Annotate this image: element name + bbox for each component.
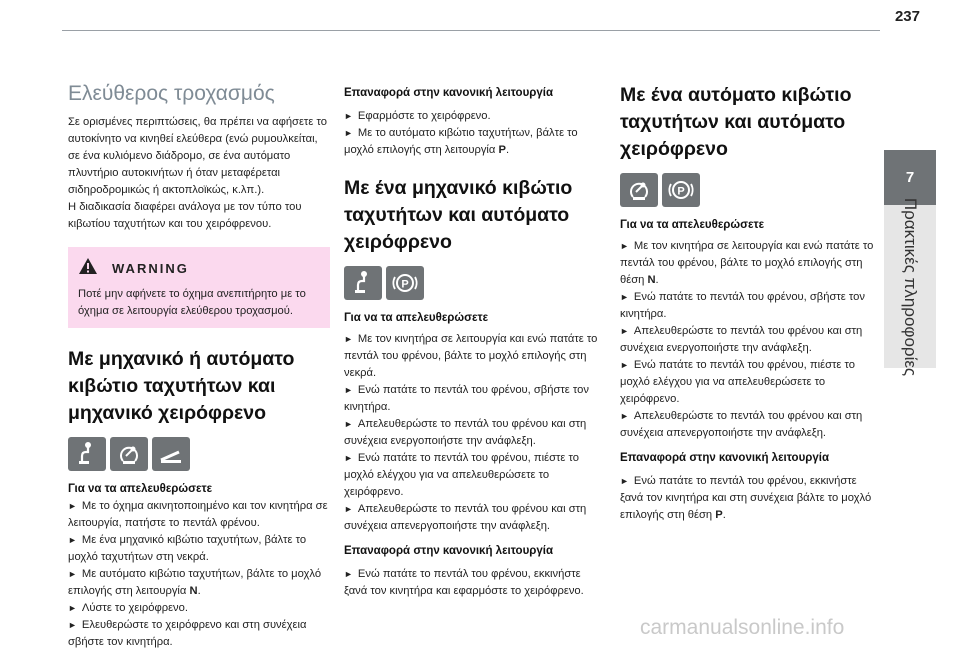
subheading-restore: Επαναφορά στην κανονική λειτουργία bbox=[620, 452, 830, 464]
intro-paragraph-2: Η διαδικασία διαφέρει ανάλογα με τον τύπο του κιβωτίου ταχυτήτων και του χειρόφρενου. bbox=[68, 201, 302, 230]
electric-parking-brake-icon bbox=[662, 173, 700, 207]
list-item: ► Ενώ πατάτε το πεντάλ του φρένου, σβήστε τον κινητήρα. bbox=[620, 291, 865, 320]
arrow-bullet-icon: ► bbox=[620, 241, 629, 251]
section-heading-manual-brake: Με μηχανικό ή αυτόματο κιβώτιο ταχυτήτων και μηχανικό χειρόφρενο bbox=[68, 348, 295, 424]
list-item: ► Με τον κινητήρα σε λειτουργία και ενώ πατάτε το πεντάλ του φρένου, βάλτε το μοχλό επιλογής στη θέση N. bbox=[620, 240, 874, 286]
arrow-bullet-icon: ► bbox=[344, 419, 353, 429]
page-title: Ελεύθερος τροχασμός bbox=[68, 82, 275, 105]
list-item: ► Με το όχημα ακινητοποιημένο και τον κινητήρα σε λειτουργία, πατήστε το πεντάλ φρένου. bbox=[68, 500, 328, 529]
arrow-bullet-icon: ► bbox=[620, 292, 629, 302]
arrow-bullet-icon: ► bbox=[344, 453, 353, 463]
list-item: ► Με τον κινητήρα σε λειτουργία και ενώ πατάτε το πεντάλ του φρένου, βάλτε το μοχλό επιλογής στη νεκρά. bbox=[344, 333, 598, 379]
manual-gearbox-icon bbox=[344, 266, 382, 300]
arrow-bullet-icon: ► bbox=[68, 535, 77, 545]
header-rule bbox=[62, 30, 880, 31]
warning-box bbox=[68, 247, 330, 328]
subheading-release: Για να τα απελευθερώσετε bbox=[68, 483, 213, 495]
intro-paragraph: Σε ορισμένες περιπτώσεις, θα πρέπει να αφήσετε το αυτοκίνητο να κινηθεί ελεύθερα (ενώ ρυμουλκείται, σε ένα κυλιόμενο διάδρομο, σε ένα αυτόματο πλυντήριο αυτοκινήτων ή όταν μεταφέρεται σιδηροδρομικώς ή ακτοπλοϊκώς, κ.λπ.). bbox=[68, 116, 327, 196]
list-item: ► Ενώ πατάτε το πεντάλ του φρένου, σβήστε τον κινητήρα. bbox=[344, 384, 589, 413]
automatic-gearbox-icon bbox=[110, 437, 148, 471]
list-item: ► Ενώ πατάτε το πεντάλ του φρένου, εκκινήστε ξανά τον κινητήρα και στη συνέχεια βάλτε το μοχλό επιλογής στη θέση P. bbox=[620, 475, 872, 521]
svg-text:P: P bbox=[677, 185, 685, 198]
steps-list bbox=[620, 473, 882, 524]
icon-row bbox=[620, 173, 882, 207]
arrow-bullet-icon: ► bbox=[344, 111, 353, 121]
list-item: ► Απελευθερώστε το πεντάλ του φρένου και στη συνέχεια ενεργοποιήστε την ανάφλεξη. bbox=[344, 418, 587, 447]
list-item: ► Ενώ πατάτε το πεντάλ του φρένου, πιέστε το μοχλό ελέγχου για να απελευθερώσετε το χειρόφρενο. bbox=[620, 359, 855, 405]
arrow-bullet-icon: ► bbox=[344, 334, 353, 344]
arrow-bullet-icon: ► bbox=[344, 385, 353, 395]
arrow-bullet-icon: ► bbox=[344, 504, 353, 514]
automatic-gearbox-icon bbox=[620, 173, 658, 207]
icon-row bbox=[68, 437, 330, 471]
watermark: carmanualsonline.info bbox=[640, 616, 845, 639]
subheading-release: Για να τα απελευθερώσετε bbox=[344, 312, 489, 324]
arrow-bullet-icon: ► bbox=[344, 569, 353, 579]
list-item: ► Με το αυτόματο κιβώτιο ταχυτήτων, βάλτε το μοχλό επιλογής στη λειτουργία P. bbox=[344, 127, 578, 156]
subheading-release: Για να τα απελευθερώσετε bbox=[620, 219, 765, 231]
list-item: ► Ενώ πατάτε το πεντάλ του φρένου, πιέστε το μοχλό ελέγχου για να απελευθερώσετε το χειρόφρενο. bbox=[344, 452, 579, 498]
column-1 bbox=[68, 82, 330, 649]
page-number: 237 bbox=[894, 8, 920, 25]
icon-row bbox=[344, 266, 606, 300]
list-item: ► Με ένα μηχανικό κιβώτιο ταχυτήτων, βάλτε το μοχλό ταχυτήτων στη νεκρά. bbox=[68, 534, 307, 563]
list-item: ► Λύστε το χειρόφρενο. bbox=[68, 602, 188, 614]
list-item: ► Απελευθερώστε το πεντάλ του φρένου και στη συνέχεια ενεργοποιήστε την ανάφλεξη. bbox=[620, 325, 863, 354]
list-item: ► Με αυτόματο κιβώτιο ταχυτήτων, βάλτε το μοχλό επιλογής στη λειτουργία N. bbox=[68, 568, 322, 597]
list-item: ► Απελευθερώστε το πεντάλ του φρένου και στη συνέχεια απενεργοποιήστε την ανάφλεξη. bbox=[620, 410, 863, 439]
arrow-bullet-icon: ► bbox=[68, 501, 77, 511]
arrow-bullet-icon: ► bbox=[620, 411, 629, 421]
column-3 bbox=[620, 82, 882, 524]
manual-gearbox-icon bbox=[68, 437, 106, 471]
chapter-label: Πρακτικές πληροφορίες bbox=[901, 197, 920, 377]
column-2 bbox=[344, 82, 606, 600]
svg-text:P: P bbox=[401, 278, 409, 291]
list-item: ► Απελευθερώστε το πεντάλ του φρένου και στη συνέχεια απενεργοποιήστε την ανάφλεξη. bbox=[344, 503, 587, 532]
warning-text: Ποτέ μην αφήνετε το όχημα ανεπιτήρητο με το όχημα σε λειτουργία ελεύθερου τροχασμού. bbox=[78, 288, 306, 317]
warning-header bbox=[78, 257, 320, 280]
chapter-tab bbox=[884, 150, 936, 377]
arrow-bullet-icon: ► bbox=[68, 603, 77, 613]
electric-parking-brake-icon bbox=[386, 266, 424, 300]
steps-list bbox=[344, 108, 606, 159]
warning-triangle-icon bbox=[78, 257, 98, 280]
list-item: ► Ενώ πατάτε το πεντάλ του φρένου, εκκινήστε ξανά τον κινητήρα και εφαρμόστε το χειρόφρενο. bbox=[344, 568, 584, 597]
steps-list bbox=[344, 566, 606, 600]
warning-title: WARNING bbox=[112, 261, 189, 276]
arrow-bullet-icon: ► bbox=[68, 620, 77, 630]
manual-parking-brake-icon bbox=[152, 437, 190, 471]
section-heading-automatic: Με ένα αυτόματο κιβώτιο ταχυτήτων και αυτόματο χειρόφρενο bbox=[620, 84, 852, 160]
arrow-bullet-icon: ► bbox=[68, 569, 77, 579]
arrow-bullet-icon: ► bbox=[620, 476, 629, 486]
chapter-label-wrap bbox=[896, 197, 924, 377]
chapter-number: 7 bbox=[884, 150, 936, 205]
subheading-restore: Επαναφορά στην κανονική λειτουργία bbox=[344, 545, 554, 557]
list-item: ► Ελευθερώστε το χειρόφρενο και στη συνέχεια σβήστε τον κινητήρα. bbox=[68, 619, 307, 648]
arrow-bullet-icon: ► bbox=[620, 360, 629, 370]
arrow-bullet-icon: ► bbox=[620, 326, 629, 336]
steps-list bbox=[620, 238, 882, 442]
steps-list bbox=[68, 498, 330, 649]
section-heading-electric-brake: Με ένα μηχανικό κιβώτιο ταχυτήτων και αυτόματο χειρόφρενο bbox=[344, 177, 573, 253]
subheading-restore: Επαναφορά στην κανονική λειτουργία bbox=[344, 87, 554, 99]
arrow-bullet-icon: ► bbox=[344, 128, 353, 138]
list-item: ► Εφαρμόστε το χειρόφρενο. bbox=[344, 110, 491, 122]
steps-list bbox=[344, 331, 606, 535]
